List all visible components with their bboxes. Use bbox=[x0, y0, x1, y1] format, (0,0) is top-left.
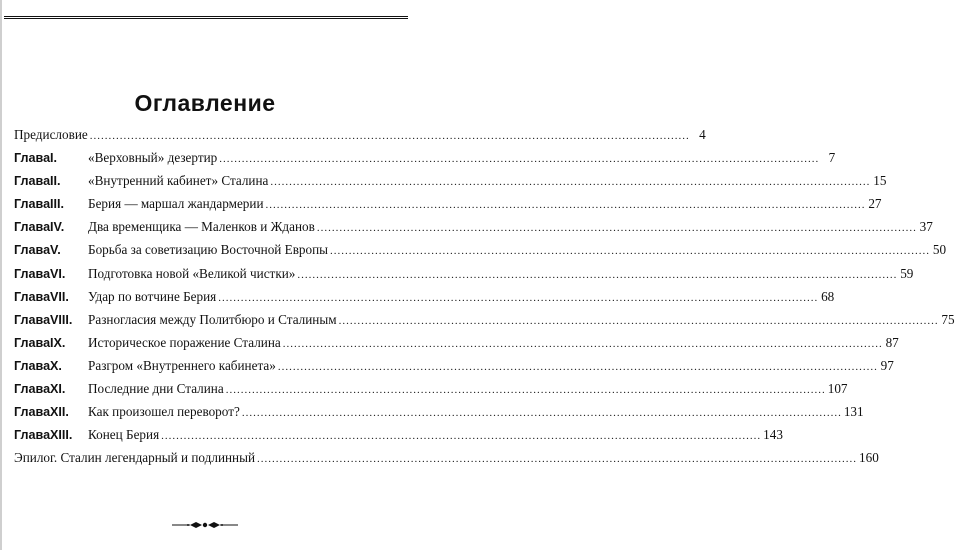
toc-entry-preface[interactable] bbox=[14, 127, 706, 150]
entry-page-number: 50 bbox=[932, 242, 947, 258]
chapter-label: Глава bbox=[14, 266, 51, 281]
chapter-label: Глава bbox=[14, 358, 51, 373]
entry-page-number: 7 bbox=[828, 150, 836, 166]
chapter-label: Глава bbox=[14, 151, 51, 166]
dot-leader bbox=[219, 153, 819, 165]
chapter-number: VII. bbox=[50, 289, 69, 304]
dot-leader bbox=[339, 315, 939, 327]
chapter-label: Глава bbox=[14, 428, 51, 443]
entry-page-number: 131 bbox=[843, 404, 864, 420]
toc-entry-chapter[interactable] bbox=[14, 357, 894, 381]
entry-title: «Верховный» дезертир bbox=[88, 150, 218, 166]
chapter-number: XI. bbox=[50, 382, 66, 397]
toc-entry-chapter[interactable] bbox=[14, 219, 933, 242]
entry-title: Разгром «Внутреннего кабинета» bbox=[88, 357, 276, 373]
dot-leader bbox=[270, 176, 870, 188]
header-rule bbox=[4, 0, 408, 19]
chapter-number: IV. bbox=[50, 220, 65, 235]
table-of-contents bbox=[14, 127, 955, 473]
entry-title: Предисловие bbox=[14, 127, 88, 142]
toc-entry-chapter[interactable] bbox=[14, 242, 947, 265]
chapter-label: Глава bbox=[14, 405, 51, 420]
dot-leader bbox=[330, 245, 930, 257]
chapter-number: X. bbox=[50, 358, 62, 373]
chapter-label: Глава bbox=[14, 312, 51, 327]
toc-entry-chapter[interactable] bbox=[14, 404, 864, 427]
entry-title: Удар по вотчине Берия bbox=[88, 288, 217, 304]
chapter-label: Глава bbox=[14, 243, 51, 258]
entry-title: «Внутренний кабинет» Сталина bbox=[88, 173, 269, 189]
entry-title: Как произошел переворот? bbox=[88, 404, 240, 420]
entry-page-number: 15 bbox=[873, 173, 887, 189]
entry-title: Разногласия между Политбюро и Сталиным bbox=[88, 311, 337, 327]
chapter-number: V. bbox=[50, 243, 61, 258]
chapter-number: II. bbox=[50, 174, 61, 189]
entry-page-number: 27 bbox=[868, 196, 882, 212]
entry-page-number: 107 bbox=[827, 381, 848, 397]
entry-title: Конец Берия bbox=[88, 427, 160, 443]
dot-leader bbox=[283, 338, 883, 350]
chapter-number: VI. bbox=[50, 266, 66, 281]
chapter-label: Глава bbox=[14, 220, 51, 235]
chapter-label: Глава bbox=[14, 289, 51, 304]
entry-title: Эпилог. Сталин легендарный и подлинный bbox=[14, 450, 256, 466]
toc-entry-chapter[interactable] bbox=[14, 427, 783, 450]
toc-entry-chapter[interactable] bbox=[14, 311, 955, 335]
toc-entry-chapter[interactable] bbox=[14, 288, 835, 312]
chapter-label: Глава bbox=[14, 197, 51, 212]
toc-entry-epilogue[interactable] bbox=[14, 450, 879, 473]
chapter-number: VIII. bbox=[50, 312, 73, 327]
dot-leader bbox=[242, 407, 842, 419]
toc-entry-chapter[interactable] bbox=[14, 150, 836, 173]
entry-page-number: 143 bbox=[763, 427, 783, 443]
entry-page-number: 37 bbox=[919, 219, 933, 235]
chapter-number: XIII. bbox=[50, 428, 73, 443]
dot-leader bbox=[266, 199, 866, 211]
dot-leader bbox=[317, 222, 917, 234]
decorative-divider-icon bbox=[170, 520, 240, 530]
chapter-number: XII. bbox=[50, 405, 69, 420]
dot-leader bbox=[297, 269, 897, 281]
entry-title: Два временщика — Маленков и Жданов bbox=[88, 219, 315, 235]
chapter-label: Глава bbox=[14, 382, 51, 397]
chapter-number: I. bbox=[50, 151, 57, 166]
dot-leader bbox=[90, 130, 690, 142]
entry-title: Подготовка новой «Великой чистки» bbox=[88, 265, 296, 281]
dot-leader bbox=[161, 430, 761, 442]
toc-entry-chapter[interactable] bbox=[14, 196, 882, 219]
entry-page-number: 160 bbox=[859, 450, 879, 466]
chapter-number: IX. bbox=[50, 335, 66, 350]
chapter-label: Глава bbox=[14, 174, 51, 189]
entry-page-number: 68 bbox=[821, 288, 835, 304]
entry-page-number: 4 bbox=[699, 127, 706, 142]
toc-entry-chapter[interactable] bbox=[14, 265, 914, 289]
toc-entry-chapter[interactable] bbox=[14, 381, 848, 404]
entry-page-number: 75 bbox=[941, 311, 955, 327]
chapter-label: Глава bbox=[14, 335, 51, 350]
toc-entry-chapter[interactable] bbox=[14, 173, 887, 196]
entry-title: Последние дни Сталина bbox=[88, 381, 224, 397]
chapter-number: III. bbox=[50, 197, 64, 212]
dot-leader bbox=[218, 292, 818, 304]
entry-title: Берия — маршал жандармерии bbox=[88, 196, 264, 212]
dot-leader bbox=[278, 361, 878, 373]
entry-page-number: 59 bbox=[900, 265, 914, 281]
entry-page-number: 97 bbox=[880, 357, 894, 373]
page-title: Оглавление bbox=[134, 90, 276, 116]
dot-leader bbox=[226, 384, 826, 396]
entry-title: Историческое поражение Сталина bbox=[88, 334, 281, 350]
dot-leader bbox=[257, 453, 857, 465]
entry-page-number: 87 bbox=[885, 334, 899, 350]
entry-title: Борьба за советизацию Восточной Европы bbox=[88, 242, 329, 258]
toc-entry-chapter[interactable] bbox=[14, 334, 899, 358]
